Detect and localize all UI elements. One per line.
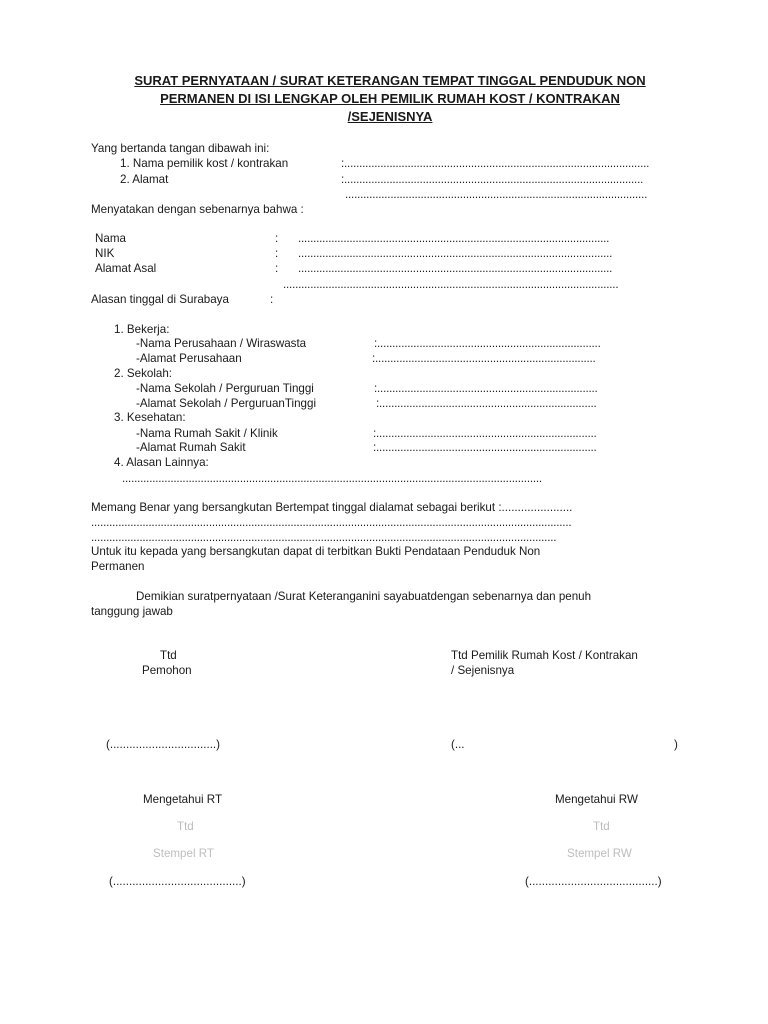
- document-title-line-2: PERMANEN DI ISI LENGKAP OLEH PEMILIK RUMAH KOST / KONTRAKAN: [160, 91, 620, 106]
- hospital-address-label: -Alamat Rumah Sakit: [136, 441, 246, 454]
- company-name-label: -Nama Perusahaan / Wiraswasta: [136, 337, 307, 350]
- applicant-role-label: Pemohon: [142, 664, 192, 677]
- reason-label: Alasan tinggal di Surabaya: [91, 293, 229, 306]
- rt-stamp-placeholder: Stempel RT: [153, 847, 214, 860]
- issuance-text-line-1: Untuk itu kepada yang bersangkutan dapat di terbitkan Bukti Pendataan Penduduk Non: [91, 545, 541, 558]
- statement-text: Menyatakan dengan sebenarnya bahwa :: [91, 203, 304, 216]
- company-name-field[interactable]: :..........................................................................: [374, 337, 601, 350]
- owner-role-label: / Sejenisnya: [451, 664, 515, 677]
- rt-ttd-placeholder: Ttd: [177, 820, 194, 833]
- reason-health-heading: 3. Kesehatan:: [114, 411, 186, 424]
- resident-origin-address-colon: :: [275, 262, 279, 275]
- resident-name-field[interactable]: .......................................................................................................: [298, 232, 610, 245]
- school-address-field[interactable]: :........................................................................: [376, 397, 597, 410]
- closing-text-line-1: Demikian suratpernyataan /Surat Keteranganini sayabuatdengan sebenarnya dan penuh: [136, 590, 592, 603]
- hospital-name-field[interactable]: :.........................................................................: [373, 427, 597, 440]
- resident-nik-field[interactable]: ........................................................................................................: [298, 247, 613, 260]
- owner-address-field[interactable]: :...................................................................................................: [341, 173, 644, 186]
- resident-origin-address-field[interactable]: ........................................................................................................: [298, 262, 613, 275]
- reason-other-heading: 4. Alasan Lainnya:: [114, 456, 209, 469]
- reason-school-heading: 2. Sekolah:: [114, 367, 173, 380]
- resident-nik-colon: :: [275, 247, 279, 260]
- rt-name-field[interactable]: (........................................): [109, 875, 246, 888]
- hospital-name-label: -Nama Rumah Sakit / Klinik: [136, 427, 278, 440]
- resident-name-colon: :: [275, 232, 279, 245]
- rw-stamp-placeholder: Stempel RW: [567, 847, 632, 860]
- resident-origin-address-label: Alamat Asal: [95, 262, 157, 275]
- owner-address-label: 2. Alamat: [120, 173, 169, 186]
- company-address-label: -Alamat Perusahaan: [136, 352, 242, 365]
- residence-address-field-line-2[interactable]: ..........................................................................................................................................................: [91, 531, 557, 544]
- resident-origin-address-field-line-2[interactable]: ...............................................................................................................: [283, 278, 619, 291]
- other-reason-field[interactable]: ...........................................................................................................................................: [122, 472, 542, 485]
- resident-nik-label: NIK: [95, 247, 115, 260]
- school-name-field[interactable]: :.........................................................................: [374, 382, 598, 395]
- issuance-text-line-2: Permanen: [91, 560, 145, 573]
- school-address-label: -Alamat Sekolah / PerguruanTinggi: [136, 397, 317, 410]
- reason-work-heading: 1. Bekerja:: [114, 323, 170, 336]
- residence-address-field[interactable]: ...............................................................................................................................................................: [91, 516, 572, 529]
- confirmation-text: Memang Benar yang bersangkutan Bertempat tinggal dialamat sebagai berikut :......................: [91, 501, 573, 514]
- owner-name-field-open[interactable]: (...: [451, 738, 465, 751]
- rw-acknowledgement-label: Mengetahui RW: [555, 793, 638, 806]
- applicant-name-field[interactable]: (.................................): [106, 738, 221, 751]
- owner-ttd-label: Ttd Pemilik Rumah Kost / Kontrakan: [451, 649, 638, 662]
- owner-name-field-close: ): [674, 738, 678, 751]
- applicant-ttd-label: Ttd: [160, 649, 177, 662]
- owner-name-field[interactable]: :.....................................................................................................: [341, 157, 650, 170]
- closing-text-line-2: tanggung jawab: [91, 605, 173, 618]
- rw-ttd-placeholder: Ttd: [593, 820, 610, 833]
- owner-address-field-line-2[interactable]: ....................................................................................................: [345, 188, 648, 201]
- rt-acknowledgement-label: Mengetahui RT: [143, 793, 223, 806]
- school-name-label: -Nama Sekolah / Perguruan Tinggi: [136, 382, 314, 395]
- company-address-field[interactable]: :.........................................................................: [372, 352, 596, 365]
- hospital-address-field[interactable]: :.........................................................................: [373, 441, 597, 454]
- rw-name-field[interactable]: (........................................): [525, 875, 662, 888]
- resident-name-label: Nama: [95, 232, 126, 245]
- owner-name-label: 1. Nama pemilik kost / kontrakan: [120, 157, 289, 170]
- reason-colon: :: [270, 293, 274, 306]
- intro-heading: Yang bertanda tangan dibawah ini:: [91, 142, 270, 155]
- document-title-line-3: /SEJENISNYA: [347, 109, 433, 124]
- document-title-line-1: SURAT PERNYATAAN / SURAT KETERANGAN TEMPAT TINGGAL PENDUDUK NON: [134, 73, 646, 88]
